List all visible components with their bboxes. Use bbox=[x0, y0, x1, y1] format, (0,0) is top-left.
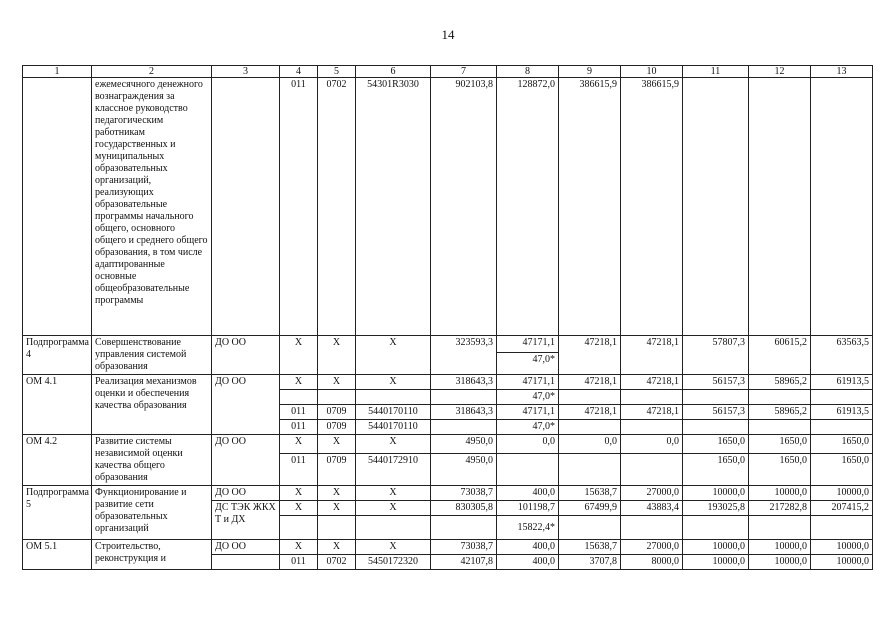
cell: 47218,1 bbox=[559, 336, 621, 375]
cell: 1650,0 bbox=[749, 435, 811, 454]
cell: 5450172320 bbox=[356, 555, 431, 570]
executor: ДО ОО bbox=[212, 540, 280, 555]
table-row bbox=[23, 336, 873, 353]
executor: ДО ОО bbox=[212, 486, 280, 501]
cell: 0702 bbox=[318, 78, 356, 336]
cell: 386615,9 bbox=[621, 78, 683, 336]
executor: ДО ОО bbox=[212, 375, 280, 435]
cell: 54301R3030 bbox=[356, 78, 431, 336]
cell: 1650,0 bbox=[683, 454, 749, 486]
cell: 1650,0 bbox=[749, 454, 811, 486]
header-cell: 6 bbox=[356, 66, 431, 78]
cell: 47218,1 bbox=[559, 405, 621, 420]
cell: Х bbox=[356, 501, 431, 516]
cell: 830305,8 bbox=[431, 501, 497, 516]
cell: 0709 bbox=[318, 405, 356, 420]
cell: 63563,5 bbox=[811, 336, 873, 375]
cell: Х bbox=[356, 435, 431, 454]
cell: 011 bbox=[280, 420, 318, 435]
executor: ДО ОО bbox=[212, 435, 280, 486]
cell: 193025,8 bbox=[683, 501, 749, 516]
cell: 207415,2 bbox=[811, 501, 873, 516]
measure-name: Строительство, реконструкция и bbox=[92, 540, 212, 570]
cell: 0702 bbox=[318, 555, 356, 570]
cell: 73038,7 bbox=[431, 540, 497, 555]
cell: 10000,0 bbox=[683, 540, 749, 555]
cell: 10000,0 bbox=[811, 555, 873, 570]
cell: Х bbox=[356, 540, 431, 555]
cell: 101198,7 bbox=[497, 501, 559, 516]
row-code: Подпрограмма 4 bbox=[23, 336, 92, 375]
header-cell: 2 bbox=[92, 66, 212, 78]
cell: 57807,3 bbox=[683, 336, 749, 375]
cell: Х bbox=[280, 375, 318, 390]
cell: 011 bbox=[280, 78, 318, 336]
header-cell: 1 bbox=[23, 66, 92, 78]
cell: Х bbox=[356, 375, 431, 390]
cell: 47,0* bbox=[497, 390, 559, 405]
cell: 011 bbox=[280, 555, 318, 570]
header-cell: 8 bbox=[497, 66, 559, 78]
cell: 5440170110 bbox=[356, 405, 431, 420]
header-cell: 4 bbox=[280, 66, 318, 78]
cell: 10000,0 bbox=[749, 540, 811, 555]
cell: 10000,0 bbox=[749, 486, 811, 501]
cell: 27000,0 bbox=[621, 540, 683, 555]
table-row bbox=[23, 435, 873, 454]
header-cell: 7 bbox=[431, 66, 497, 78]
cell: 400,0 bbox=[497, 486, 559, 501]
cell: 4950,0 bbox=[431, 454, 497, 486]
cell: 902103,8 bbox=[431, 78, 497, 336]
cell: 47218,1 bbox=[559, 375, 621, 390]
cell: 1650,0 bbox=[811, 435, 873, 454]
header-cell: 9 bbox=[559, 66, 621, 78]
cell: 0709 bbox=[318, 420, 356, 435]
cell: Х bbox=[318, 435, 356, 454]
cell: 400,0 bbox=[497, 540, 559, 555]
cell: 47171,1 bbox=[497, 336, 559, 353]
cell: 0,0 bbox=[621, 435, 683, 454]
cell: 47,0* bbox=[497, 420, 559, 435]
cell: 73038,7 bbox=[431, 486, 497, 501]
cell: 56157,3 bbox=[683, 405, 749, 420]
cell: 0,0 bbox=[559, 435, 621, 454]
cell: 42107,8 bbox=[431, 555, 497, 570]
cell: 56157,3 bbox=[683, 375, 749, 390]
cell: 43883,4 bbox=[621, 501, 683, 516]
cell: 10000,0 bbox=[683, 555, 749, 570]
row-code: ОМ 5.1 bbox=[23, 540, 92, 570]
cell: 67499,9 bbox=[559, 501, 621, 516]
header-cell: 11 bbox=[683, 66, 749, 78]
header-row bbox=[23, 66, 873, 78]
row-code: Подпрограмма 5 bbox=[23, 486, 92, 540]
cell: 128872,0 bbox=[497, 78, 559, 336]
cell: 27000,0 bbox=[621, 486, 683, 501]
header-cell: 12 bbox=[749, 66, 811, 78]
cell: 47,0* bbox=[497, 353, 559, 375]
header-cell: 5 bbox=[318, 66, 356, 78]
cell: 15638,7 bbox=[559, 540, 621, 555]
cell: 217282,8 bbox=[749, 501, 811, 516]
cell: Х bbox=[356, 486, 431, 501]
cell: 61913,5 bbox=[811, 405, 873, 420]
cell: 1650,0 bbox=[811, 454, 873, 486]
cell: 400,0 bbox=[497, 555, 559, 570]
cell: 47218,1 bbox=[621, 375, 683, 390]
cell: Х bbox=[280, 486, 318, 501]
cell: 318643,3 bbox=[431, 375, 497, 390]
executor: ДС ТЭК ЖКХ Т и ДХ bbox=[212, 501, 280, 540]
cell: Х bbox=[280, 336, 318, 375]
cell: 47218,1 bbox=[621, 405, 683, 420]
cell: Х bbox=[280, 540, 318, 555]
table-row bbox=[23, 78, 873, 336]
cell: Х bbox=[318, 375, 356, 390]
cell: 15638,7 bbox=[559, 486, 621, 501]
cell: Х bbox=[280, 501, 318, 516]
table-row bbox=[23, 486, 873, 501]
measure-name: Функционирование и развитие сети образовательных организаций bbox=[92, 486, 212, 540]
cell: 58965,2 bbox=[749, 375, 811, 390]
cell: Х bbox=[318, 540, 356, 555]
cell: 0709 bbox=[318, 454, 356, 486]
cell: 318643,3 bbox=[431, 405, 497, 420]
cell: 10000,0 bbox=[811, 486, 873, 501]
table-row bbox=[23, 540, 873, 555]
cell: Х bbox=[318, 336, 356, 375]
row-code: ОМ 4.2 bbox=[23, 435, 92, 486]
cell: 47218,1 bbox=[621, 336, 683, 375]
cell: 8000,0 bbox=[621, 555, 683, 570]
cell: 386615,9 bbox=[559, 78, 621, 336]
cell: 58965,2 bbox=[749, 405, 811, 420]
row-code: ОМ 4.1 bbox=[23, 375, 92, 435]
cell: 011 bbox=[280, 405, 318, 420]
page-number: 14 bbox=[441, 27, 455, 42]
cell: 323593,3 bbox=[431, 336, 497, 375]
table-row bbox=[23, 375, 873, 390]
cell: 61913,5 bbox=[811, 375, 873, 390]
cell: Х bbox=[318, 486, 356, 501]
cell: Х bbox=[280, 435, 318, 454]
cell: 10000,0 bbox=[683, 486, 749, 501]
cell: 10000,0 bbox=[811, 540, 873, 555]
cell: 10000,0 bbox=[749, 555, 811, 570]
cell: 47171,1 bbox=[497, 375, 559, 390]
header-cell: 3 bbox=[212, 66, 280, 78]
measure-name: ежемесячного денежного вознаграждения за классное руководство педагогическим работникам государственных и муниципальных образовательных организаций, реализующих образовательные программы начального общего, основного общего и среднего общего образования, в том числе адаптированные основные общеобразовательные программы bbox=[92, 78, 212, 336]
cell: 0,0 bbox=[497, 435, 559, 454]
cell: 3707,8 bbox=[559, 555, 621, 570]
cell: 4950,0 bbox=[431, 435, 497, 454]
cell: 1650,0 bbox=[683, 435, 749, 454]
measure-name: Совершенствование управления системой образования bbox=[92, 336, 212, 375]
cell: Х bbox=[356, 336, 431, 375]
cell: Х bbox=[318, 501, 356, 516]
measure-name: Реализация механизмов оценки и обеспечения качества образования bbox=[92, 375, 212, 435]
measure-name: Развитие системы независимой оценки качества общего образования bbox=[92, 435, 212, 486]
cell: 15822,4* bbox=[497, 516, 559, 540]
cell: 5440172910 bbox=[356, 454, 431, 486]
executor: ДО ОО bbox=[212, 336, 280, 375]
header-cell: 13 bbox=[811, 66, 873, 78]
header-cell: 10 bbox=[621, 66, 683, 78]
budget-table bbox=[22, 65, 873, 570]
cell: 5440170110 bbox=[356, 420, 431, 435]
cell: 60615,2 bbox=[749, 336, 811, 375]
cell: 47171,1 bbox=[497, 405, 559, 420]
cell: 011 bbox=[280, 454, 318, 486]
